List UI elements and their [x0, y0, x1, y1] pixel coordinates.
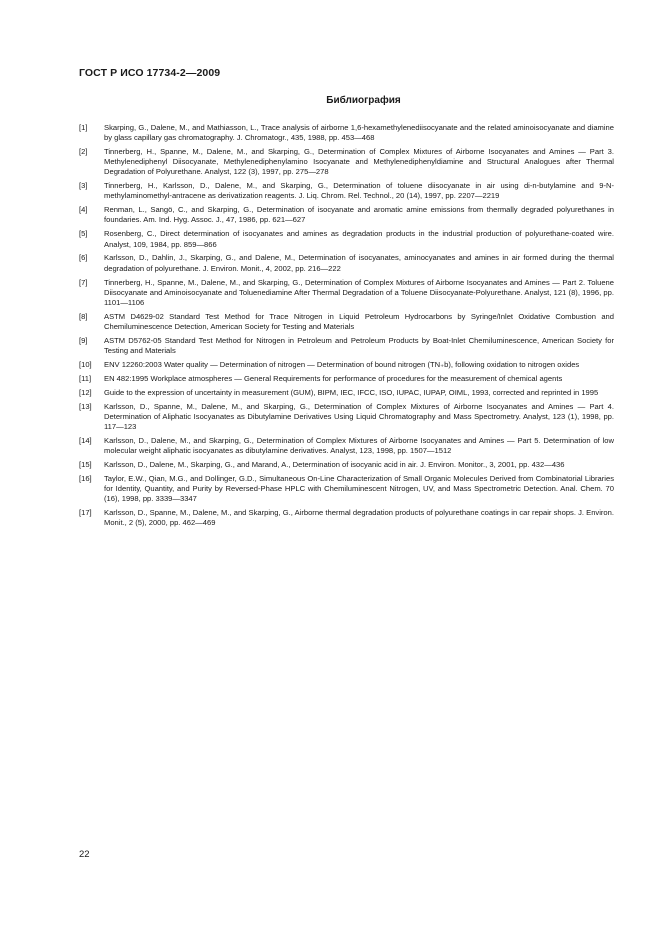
reference-item	[79, 147, 614, 177]
reference-number: [4]	[79, 205, 88, 215]
reference-text: Tinnerberg, H., Spanne, M., Dalene, M., and Skarping, G., Determination of Complex Mixtures of Airborne Isocyanates and Amines — Part 3. Methylenediphenyl Diisocyanate, Methylenediphenylamino Isocyanate and Methylenediphenyldiamine and Structural Analogues after Thermal Degradation of Polyurethane. Analyst, 122 (3), 1997, pp. 275—278	[104, 147, 614, 177]
reference-text: Tinnerberg, H., Spanne, M., Dalene, M., and Skarping, G., Determination of Complex Mixtures of Airborne Isocyanates and Amines — Part 2. Toluene Diisocyanate and Aminoisocyanate and Toluenediamine After Thermal Degradation of a Toluene Diisocyanate-Polyurethane. Analyst, 121 (8), 1996, pp. 1101—1106	[104, 277, 614, 307]
reference-number: [11]	[79, 373, 92, 383]
reference-text: Skarping, G., Dalene, M., and Mathiasson, L., Trace analysis of airborne 1,6-hexamethylenediisocyanate and the related aminoisocyanate and diamine by glass capillary gas chromatography. J. Chromatogr., 435, 1988, pp. 453—468	[104, 123, 614, 143]
reference-item	[79, 388, 614, 398]
section-title	[0, 95, 661, 106]
reference-number: [5]	[79, 229, 88, 239]
reference-text: ENV 12260:2003 Water quality — Determination of nitrogen — Determination of bound nitrogen (TN₊b), following oxidation to nitrogen oxides	[104, 359, 580, 369]
reference-number: [6]	[79, 253, 88, 263]
reference-number: [17]	[79, 508, 92, 518]
reference-number: [9]	[79, 335, 88, 345]
reference-text: Taylor, E.W., Qian, M.G., and Dollinger, G.D., Simultaneous On-Line Characterization of Small Organic Molecules Derived from Combinatorial Libraries for Identity, Quantity, and Purity by Reversed-Phase HPLC with Chemiluminescent Nitrogen, UV, and Mass Spectrometric Detection. Anal. Chem. 70 (16), 1998, pp. 3339—3347	[104, 474, 614, 504]
reference-number: [10]	[79, 359, 92, 369]
reference-item	[79, 181, 614, 201]
reference-number: [3]	[79, 181, 88, 191]
reference-item	[79, 278, 614, 308]
reference-item	[79, 312, 614, 332]
reference-number: [14]	[79, 436, 92, 446]
reference-list	[79, 123, 614, 532]
reference-item	[79, 374, 614, 384]
reference-text: ASTM D4629-02 Standard Test Method for Trace Nitrogen in Liquid Petroleum Hydrocarbons by Syringe/Inlet Oxidative Combustion and Chemiluminescence Detection, American Society for Testing and Materials	[104, 311, 614, 331]
reference-number: [8]	[79, 311, 88, 321]
reference-text: EN 482:1995 Workplace atmospheres — General Requirements for performance of procedures for the measurement of chemical agents	[104, 373, 563, 383]
reference-text: Rosenberg, C., Direct determination of isocyanates and amines as degradation products in the industrial production of polyurethane-coated wire. Analyst, 109, 1984, pp. 859—866	[104, 229, 614, 249]
reference-text: Karlsson, D., Spanne, M., Dalene, M., and Skarping, G., Airborne thermal degradation products of polyurethane coatings in car repair shops. J. Environ. Monit., 2 (5), 2000, pp. 462—469	[104, 508, 614, 528]
bibliography-heading: Библиография	[326, 95, 401, 106]
reference-text: Karlsson, D., Dalene, M., Skarping, G., and Marand, A., Determination of isocyanic acid in air. J. Environ. Monitor., 3, 2001, pp. 432—436	[104, 460, 565, 470]
reference-item	[79, 460, 614, 470]
reference-text: Guide to the expression of uncertainty in measurement (GUM), BIPM, IEC, IFCC, ISO, IUPAC, IUPAP, OIML, 1993, corrected and reprinted in 1995	[104, 387, 599, 397]
reference-text: Karlsson, D., Spanne, M., Dalene, M., and Skarping, G., Determination of Complex Mixtures of Airborne Isocyanates and Amines — Part 4. Determination of Aliphatic Isocyanates as Dibutylamine Derivatives Using Liquid Chromatography and Mass Spectrometry. Analyst, 123 (1), 1998, pp. 117—123	[104, 401, 614, 432]
document-header: ГОСТ Р ИСО 17734-2—2009	[79, 67, 221, 79]
reference-number: [12]	[79, 387, 92, 397]
reference-number: [1]	[79, 123, 88, 132]
reference-number: [7]	[79, 277, 88, 287]
reference-item	[79, 474, 614, 504]
reference-text: Karlsson, D., Dahlin, J., Skarping, G., and Dalene, M., Determination of isocyanates, aminocyanates and amines in air formed during the thermal degradation of polyurethane. J. Environ. Monit., 4, 2002, pp. 216—222	[104, 253, 614, 273]
reference-text: Tinnerberg, H., Karlsson, D., Dalene, M., and Skarping, G., Determination of toluene diisocyanate in air using di-n-butylamine and 9-N-methylaminomethyl-antracene as derivatization reagents. J. Liq. Chrom. Rel. Technol., 20 (14), 1997, pp. 2207—2219	[104, 181, 614, 201]
reference-item	[79, 229, 614, 249]
reference-item	[79, 123, 614, 143]
reference-item	[79, 253, 614, 273]
reference-item	[79, 360, 614, 370]
reference-item	[79, 508, 614, 528]
reference-item	[79, 436, 614, 456]
reference-number: [15]	[79, 460, 92, 470]
reference-item	[79, 336, 614, 356]
reference-text: Renman, L., Sangö, C., and Skarping, G., Determination of isocyanate and aromatic amine emissions from thermally degraded polyurethanes in foundaries. Am. Ind. Hyg. Assoc. J., 47, 1986, pp. 621—627	[104, 205, 614, 225]
reference-number: [16]	[79, 474, 92, 484]
reference-number: [2]	[79, 147, 88, 157]
reference-item	[79, 402, 614, 432]
reference-number: [13]	[79, 401, 92, 411]
reference-text: Karlsson, D., Dalene, M., and Skarping, G., Determination of Complex Mixtures of Airborne Isocyanates and Amines — Part 5. Determination of low molecular weight aliphatic isocyanates as dibutylamine derivatives. Analyst, 123, 1998, pp. 1507—1512	[104, 436, 614, 456]
reference-text: ASTM D5762-05 Standard Test Method for Nitrogen in Petroleum and Petroleum Products by Boat-Inlet Chemiluminescence, American Society for Testing and Materials	[104, 335, 614, 355]
reference-item	[79, 205, 614, 225]
page-number: 22	[79, 849, 90, 860]
